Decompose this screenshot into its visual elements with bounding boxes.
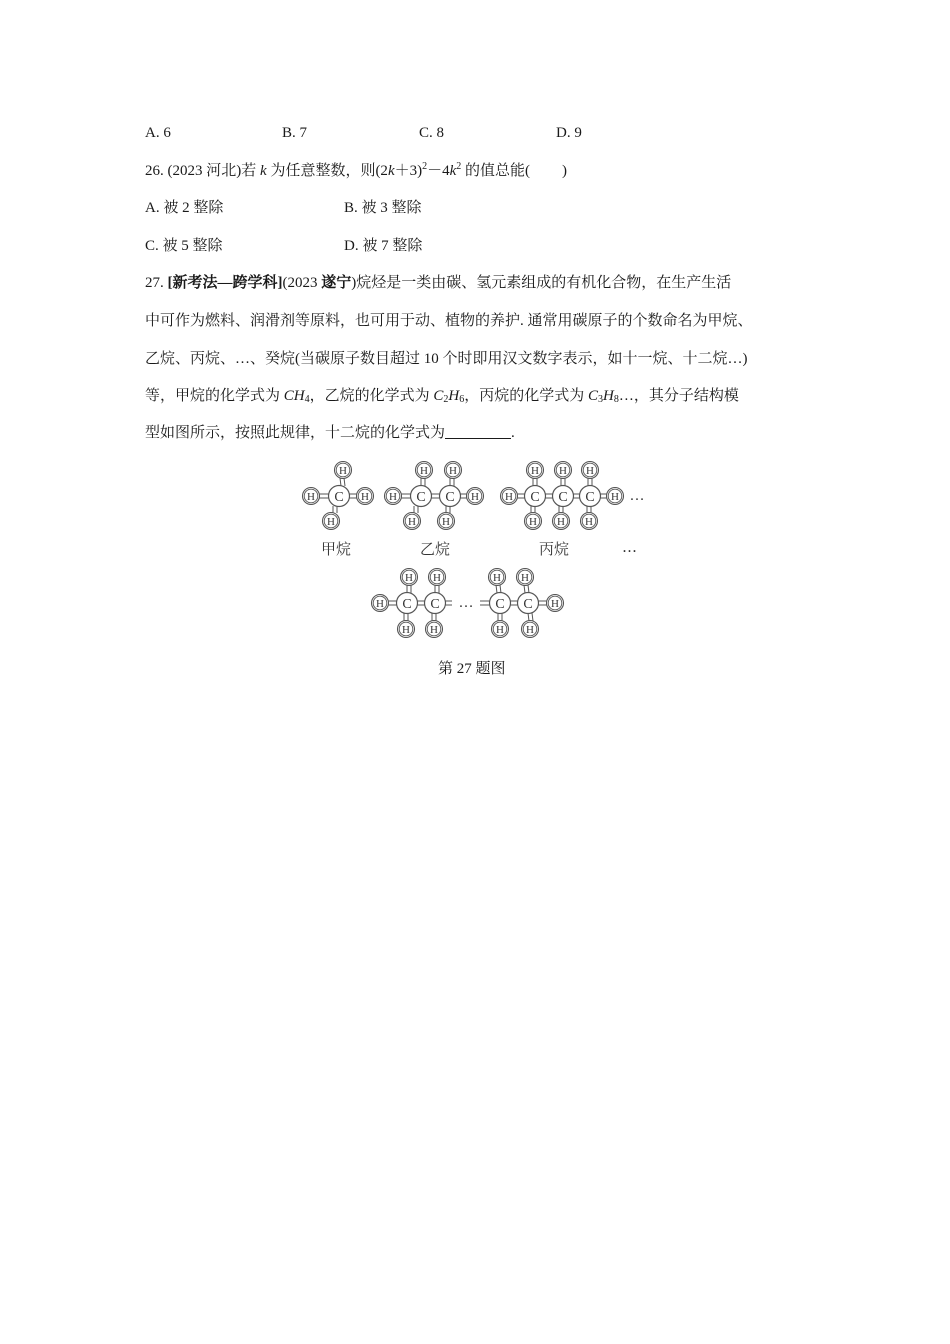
svg-text:C: C — [430, 597, 440, 612]
svg-text:H: H — [505, 491, 513, 503]
q27-source-city: 遂宁 — [321, 275, 352, 291]
svg-text:H: H — [557, 516, 565, 528]
svg-text:H: H — [449, 465, 457, 477]
q26-text: 为任意整数，则(2 — [266, 163, 388, 179]
formula-ethane: C — [433, 388, 444, 404]
svg-text:H: H — [559, 465, 567, 477]
formula-subscript: 6 — [459, 394, 465, 405]
svg-text:H: H — [420, 465, 428, 477]
svg-text:H: H — [430, 624, 438, 636]
formula-subscript: 8 — [613, 394, 619, 405]
svg-text:H: H — [361, 491, 369, 503]
svg-text:H: H — [442, 516, 450, 528]
svg-text:H: H — [408, 516, 416, 528]
svg-text:H: H — [307, 491, 315, 503]
q27-line-3: 乙烷、丙烷、…、癸烷(当碳原子数目超过 10 个时即用汉文数字表示，如十一烷、十二烷…) — [145, 351, 748, 367]
svg-text:…: … — [458, 595, 474, 611]
label-propane: 丙烷 — [539, 540, 570, 558]
svg-text:H: H — [529, 516, 537, 528]
q27-text: 型如图所示，按照此规律，十二烷的化学式为 — [145, 425, 446, 441]
q27-tag: [新考法—跨学科] — [167, 275, 283, 291]
svg-text:C: C — [445, 490, 455, 505]
ethane-molecule — [385, 462, 484, 530]
svg-text:H: H — [471, 491, 479, 503]
q26-text: 若 — [241, 163, 261, 179]
svg-text:C: C — [530, 490, 540, 505]
q27-text: ，乙烷的化学式为 — [309, 388, 434, 404]
svg-text:C: C — [558, 490, 568, 505]
q26-option-b: B. 被 3 整除 — [344, 200, 422, 216]
svg-text:…: … — [629, 488, 645, 504]
q27-text: 烷烃是一类由碳、氢元素组成的有机化合物，在生产生活 — [356, 275, 732, 291]
q26-var: k — [260, 163, 267, 179]
svg-text:H: H — [376, 598, 384, 610]
svg-text:H: H — [339, 465, 347, 477]
q27-text: …，其分子结构模 — [618, 388, 739, 404]
label-ethane: 乙烷 — [420, 540, 451, 558]
svg-text:H: H — [526, 624, 534, 636]
label-ellipsis: … — [622, 538, 637, 556]
svg-text:H: H — [611, 491, 619, 503]
q26-option-d: D. 被 7 整除 — [344, 238, 423, 254]
q25-option-c: C. 8 — [419, 125, 445, 141]
q25-option-d: D. 9 — [556, 125, 582, 141]
label-methane: 甲烷 — [321, 540, 352, 558]
q25-option-b: B. 7 — [282, 125, 308, 141]
figure-caption: 第 27 题图 — [438, 661, 506, 677]
svg-text:C: C — [402, 597, 412, 612]
svg-text:C: C — [585, 490, 595, 505]
svg-text:C: C — [334, 490, 344, 505]
formula-propane: C — [588, 388, 599, 404]
q26-option-a: A. 被 2 整除 — [145, 200, 224, 216]
svg-text:H: H — [586, 465, 594, 477]
formula-methane: CH — [283, 388, 305, 404]
q26-text: ＋3) — [394, 163, 423, 179]
q27-source: ) — [351, 275, 357, 291]
q27-text: . — [511, 425, 515, 441]
q27-text: ，丙烷的化学式为 — [464, 388, 588, 404]
formula-subscript: 2 — [443, 394, 449, 405]
formula-subscript: 4 — [304, 394, 310, 405]
svg-text:H: H — [402, 624, 410, 636]
svg-text:H: H — [551, 598, 559, 610]
formula-ethane: H — [448, 388, 460, 404]
svg-text:C: C — [523, 597, 533, 612]
q26-text: －4 — [427, 163, 450, 179]
svg-text:H: H — [405, 572, 413, 584]
atom-letters — [307, 465, 644, 636]
formula-propane: H — [603, 388, 614, 404]
q26-var: k — [387, 163, 395, 179]
q27-text: 等，甲烷的化学式为 — [145, 388, 284, 404]
q26-option-c: C. 被 5 整除 — [145, 238, 223, 254]
q27-line-2: 中可作为燃料、润滑剂等原料，也可用于动、植物的养护. 通常用碳原子的个数命名为甲烷、 — [145, 313, 753, 329]
q26-number: 26. — [145, 163, 164, 179]
q26-var: k — [449, 163, 457, 179]
q25-option-a: A. 6 — [145, 125, 171, 141]
q26-source: (2023 河北) — [167, 163, 242, 179]
q26-text: 的值总能( — [461, 163, 531, 179]
svg-text:C: C — [416, 490, 426, 505]
svg-text:H: H — [521, 572, 529, 584]
svg-text:H: H — [389, 491, 397, 503]
svg-text:H: H — [496, 624, 504, 636]
svg-text:H: H — [493, 572, 501, 584]
q27-number: 27. — [145, 275, 168, 291]
q26-exponent: 2 — [422, 161, 428, 172]
svg-text:H: H — [433, 572, 441, 584]
formula-subscript: 3 — [598, 394, 604, 405]
svg-text:H: H — [327, 516, 335, 528]
q27-source: (2023 — [282, 275, 322, 291]
svg-text:C: C — [495, 597, 505, 612]
svg-text:H: H — [585, 516, 593, 528]
q26-text: ) — [562, 163, 568, 179]
q26-exponent: 2 — [456, 161, 462, 172]
svg-text:H: H — [531, 465, 539, 477]
